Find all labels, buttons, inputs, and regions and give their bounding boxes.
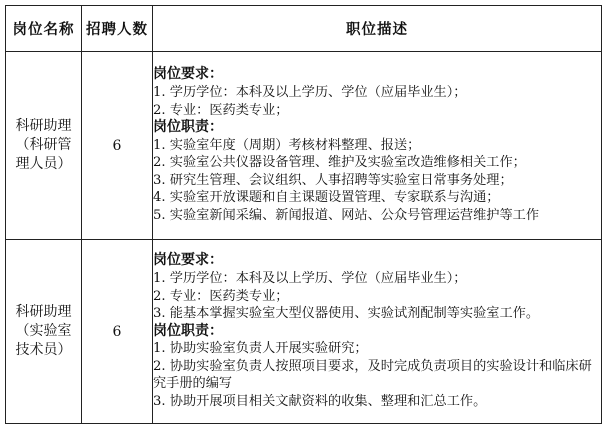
requirement-item: 2. 专业：医药类专业； [153,288,289,304]
header-position: 岗位名称 [6,6,82,52]
position-title-line: 技术员） [15,342,72,358]
job-description [153,52,602,240]
requirement-item: 1. 学历学位：本科及以上学历、学位（应届毕业生）； [153,270,467,286]
header-description: 职位描述 [153,6,602,52]
hire-count: 6 [82,240,153,424]
table-row [6,52,602,240]
duty-item: 1. 实验室年度（周期）考核材料整理、报送； [153,137,421,153]
job-description [153,240,602,424]
hire-count: 6 [82,52,153,240]
position-title [6,52,82,240]
duty-item: 2. 实验室公共仪器设备管理、维护及实验室改造维修相关工作； [153,155,526,171]
position-title-line: 理人员） [15,156,72,172]
duty-item: 4. 实验室开放课题和自主课题设置管理、专家联系与沟通； [153,190,500,206]
position-title-line: 科研助理 [15,118,72,134]
position-title-line: （科研管 [15,137,72,153]
duty-item: 5. 实验室新闻采编、新闻报道、网站、公众号管理运营维护等工作 [153,208,540,224]
requirement-item: 3. 能基本掌握实验室大型仪器使用、实验试剂配制等实验室工作。 [153,306,540,322]
duty-item: 2. 协助实验室负责人按照项目要求，及时完成负责项目的实验设计和临床研究手册的编写 [153,358,592,392]
duty-item: 3. 协助开展项目相关文献资料的收集、整理和汇总工作。 [153,394,487,410]
position-title-line: （实验室 [15,323,72,339]
duties-heading: 岗位职责： [153,322,223,339]
duty-item: 3. 研究生管理、会议组织、人事招聘等实验室日常事务处理； [153,172,513,188]
table-header-row [6,6,602,52]
requirements-heading: 岗位要求： [153,252,223,269]
duties-heading: 岗位职责： [153,119,223,136]
requirements-heading: 岗位要求： [153,66,223,83]
requirement-item: 2. 专业：医药类专业； [153,102,289,118]
position-title-line: 科研助理 [15,304,72,320]
table-row [6,240,602,424]
duty-item: 1. 协助实验室负责人开展实验研究； [153,341,368,357]
job-table [5,5,602,424]
position-title [6,240,82,424]
requirement-item: 1. 学历学位：本科及以上学历、学位（应届毕业生）； [153,84,467,100]
header-count: 招聘人数 [82,6,153,52]
